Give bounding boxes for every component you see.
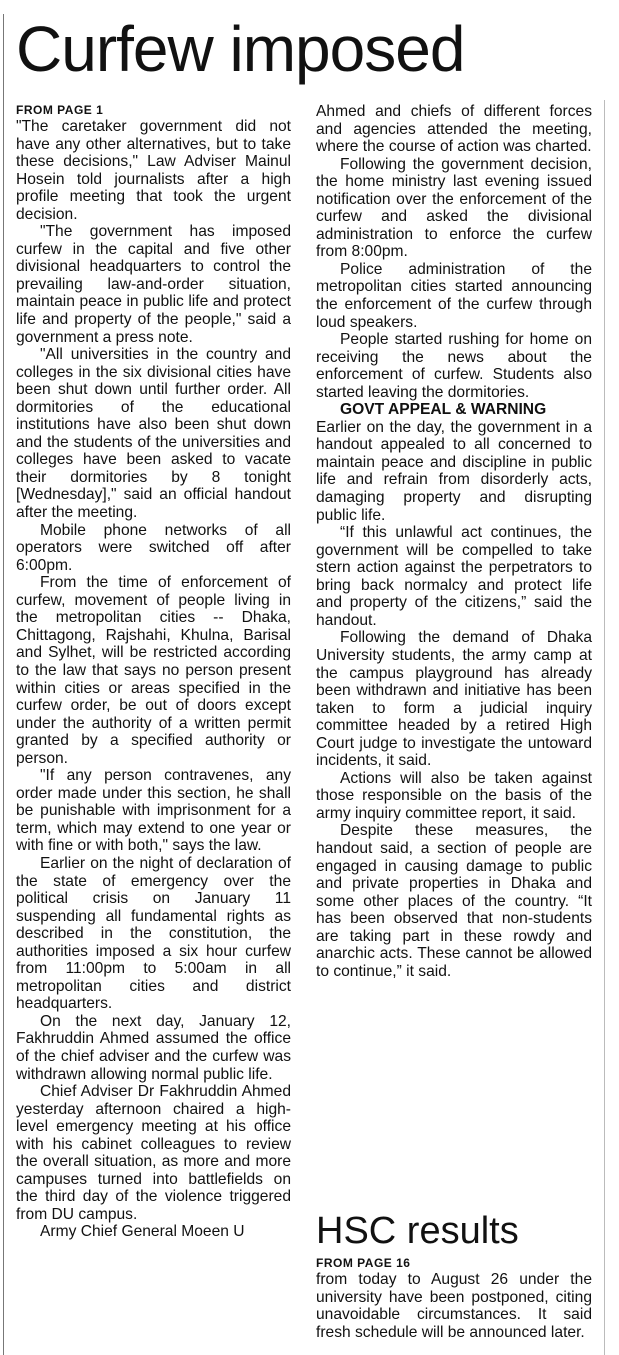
paragraph: On the next day, January 12, Fakhruddin Ahmed assumed the office of the chief adviser and the curfew was withdrawn allowing normal public life. xyxy=(16,1012,291,1083)
paragraph: from today to August 26 under the university have been postponed, citing unavoidable circumstances. It said fresh schedule will be announced later. xyxy=(316,1271,592,1341)
paragraph: Earlier on the day, the government in a handout appealed to all concerned to maintain peace and discipline in public life and refrain from disorderly acts, damaging property and disrupting public life. xyxy=(316,418,592,524)
paragraph: Earlier on the night of declaration of the state of emergency over the political crisis on January 11 suspending all fundamental rights as described in the constitution, the authorities imposed a six hour curfew from 11:00pm to 5:00am in all metropolitan cities and district headquarters. xyxy=(16,854,291,1013)
paragraph: Chief Adviser Dr Fakhruddin Ahmed yesterday afternoon chaired a high-level emergency meeting at his office with his cabinet colleagues to review the overall situation, as more and more campuses turned into battlefields on the third day of the violence triggered from DU campus. xyxy=(16,1083,291,1223)
paragraph: "If any person contravenes, any order made under this section, he shall be punishable with imprisonment for a term, which may extend to one year or with fine or with both," says the law. xyxy=(16,767,291,855)
paragraph: Army Chief General Moeen U xyxy=(40,1223,245,1241)
paragraph: Following the demand of Dhaka University students, the army camp at the campus playground has already been withdrawn and initiative has been taken to form a judicial inquiry committee headed by a retired High Court judge to investigate the untoward incidents, it said. xyxy=(316,629,592,770)
paragraph: “If this unlawful act continues, the government will be compelled to take stern action against the perpetrators to bring back normalcy and protect life and property of the citizens,” said the handout. xyxy=(316,524,592,629)
paragraph: Despite these measures, the handout said, a section of people are engaged in causing damage to public and private properties in Dhaka and some other places of the country. “It has been observed that non-students are taking part in these rowdy and anarchic acts. These cannot be allowed to continue,” it said. xyxy=(316,822,592,980)
paragraph: "The government has imposed curfew in the capital and five other divisional headquarters to control the prevailing law-and-order situation, maintain peace in public life and protect life and property of the people," said a government a press note. xyxy=(16,223,291,346)
article-column-right xyxy=(316,103,592,980)
paragraph: People started rushing for home on receiving the news about the enforcement of curfew. Students also started leaving the dormitories. xyxy=(316,331,592,401)
subhead: GOVT APPEAL & WARNING xyxy=(340,401,547,419)
second-story-body xyxy=(316,1256,592,1341)
kicker-from-page: FROM PAGE 1 xyxy=(16,103,104,117)
second-headline: HSC results xyxy=(316,1210,519,1252)
second-story xyxy=(316,1206,592,1355)
paragraph: Actions will also be taken against those responsible on the basis of the army inquiry committee report, it said. xyxy=(316,769,592,822)
paragraph: "All universities in the country and colleges in the six divisional cities have been shut down until further order. All dormitories of the educational institutions have also been shut down and the students of the universities and colleges have been asked to vacate their dormitories by 8 tonight [Wednesday]," said an official handout after the meeting. xyxy=(16,346,291,522)
column-right-rule xyxy=(604,100,605,1355)
paragraph: Ahmed and chiefs of different forces and agencies attended the meeting, where the course of action was charted. xyxy=(316,103,592,156)
article-column-left xyxy=(16,103,291,1355)
paragraph: Police administration of the metropolitan cities started announcing the enforcement of the curfew through loud speakers. xyxy=(316,260,592,331)
kicker-from-page: FROM PAGE 16 xyxy=(316,1256,411,1270)
paragraph: Mobile phone networks of all operators were switched off after 6:00pm. xyxy=(16,521,291,574)
headline: Curfew imposed xyxy=(16,13,465,85)
paragraph: From the time of enforcement of curfew, movement of people living in the metropolitan cities -- Dhaka, Chittagong, Rajshahi, Khulna, Barisal and Sylhet, will be restricted according to the law that says no person present within cities or areas specified in the curfew order, be out of doors except under the authority of a written permit granted by a specified authority or person. xyxy=(16,574,291,767)
page-left-rule xyxy=(3,14,4,1355)
paragraph: "The caretaker government did not have any other alternatives, but to take these decisions," Law Adviser Mainul Hosein told journalists after a high profile meeting that took the urgent decision. xyxy=(16,118,291,223)
paragraph: Following the government decision, the home ministry last evening issued notification over the enforcement of the curfew and asked the divisional administration to enforce the curfew from 8:00pm. xyxy=(316,155,592,261)
